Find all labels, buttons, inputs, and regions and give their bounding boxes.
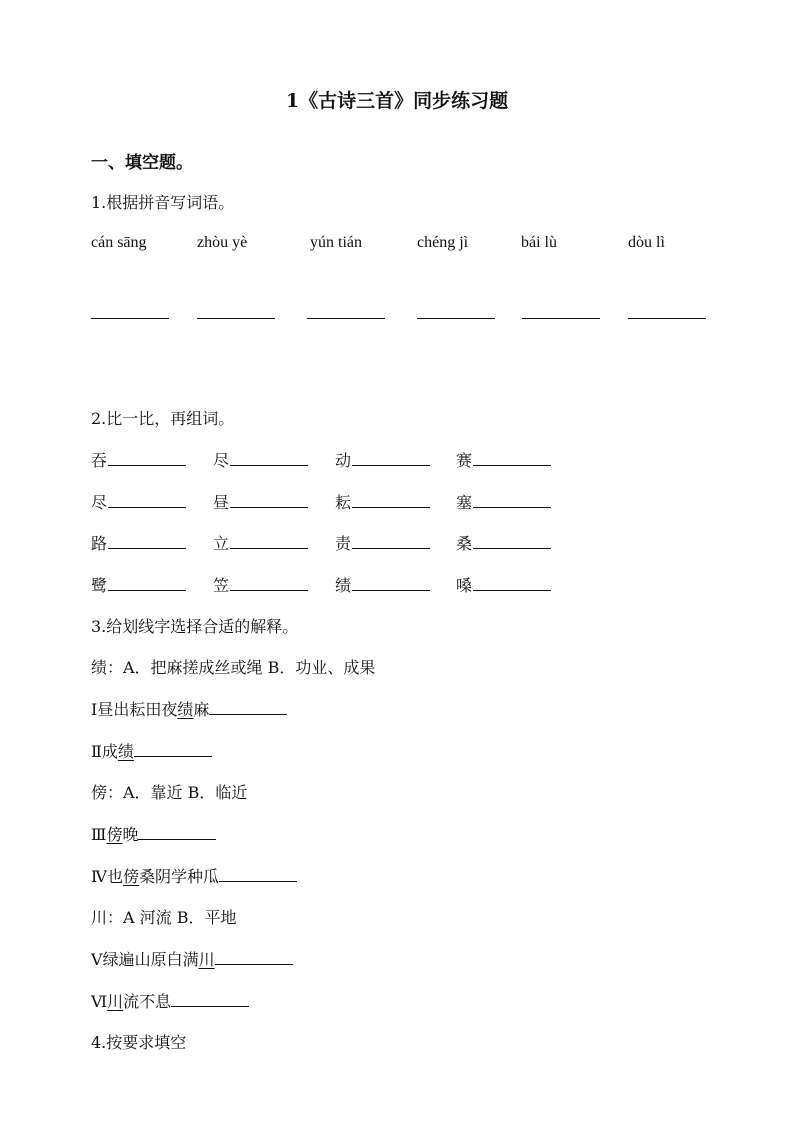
compare-char: 立 <box>213 534 230 553</box>
answer-blank[interactable] <box>138 825 216 840</box>
compare-char-cell <box>213 531 308 554</box>
sub-item-3 <box>91 822 216 845</box>
answer-blank[interactable] <box>473 506 551 508</box>
underlined-char: 川 <box>198 950 215 969</box>
answer-blank[interactable] <box>352 589 430 591</box>
compare-char: 桑 <box>456 534 473 553</box>
compare-char-cell <box>213 448 308 471</box>
answer-blank-4[interactable] <box>417 318 495 319</box>
pinyin-5: bái lù <box>521 234 557 251</box>
item-number: Ⅴ <box>91 950 103 969</box>
compare-char-cell <box>91 490 186 513</box>
definition-ji: 绩：A．把麻搓成丝或绳 B．功业、成果 <box>91 658 376 677</box>
item-text: 流不息 <box>123 992 172 1011</box>
sub-item-2 <box>91 739 212 762</box>
question-3-label: 3.给划线字选择合适的解释。 <box>91 617 299 636</box>
page-title: 1《古诗三首》同步练习题 <box>285 90 509 112</box>
compare-char-cell <box>335 448 430 471</box>
answer-blank[interactable] <box>352 547 430 549</box>
pinyin-6: dòu lì <box>628 234 665 251</box>
question-2-label: 2.比一比，再组词。 <box>91 409 235 428</box>
answer-blank[interactable] <box>134 742 212 757</box>
compare-char: 赛 <box>456 451 473 470</box>
section-heading-fill-blank: 一、填空题。 <box>91 153 193 173</box>
answer-blank[interactable] <box>230 464 308 466</box>
compare-char: 昼 <box>213 493 230 512</box>
compare-char-cell <box>91 573 186 596</box>
compare-char-cell <box>456 448 551 471</box>
answer-blank[interactable] <box>473 547 551 549</box>
item-text: 昼出耘田夜 <box>97 700 178 719</box>
compare-char: 尽 <box>91 493 108 512</box>
compare-char-cell <box>456 490 551 513</box>
compare-char: 鹭 <box>91 576 108 595</box>
compare-char: 责 <box>335 534 352 553</box>
answer-blank[interactable] <box>352 464 430 466</box>
compare-char: 笠 <box>213 576 230 595</box>
compare-char-cell <box>335 531 430 554</box>
item-text: 晚 <box>122 825 139 844</box>
pinyin-3: yún tián <box>310 234 362 251</box>
answer-blank[interactable] <box>108 506 186 508</box>
underlined-char: 傍 <box>123 867 140 886</box>
answer-blank[interactable] <box>215 950 293 965</box>
answer-blank[interactable] <box>209 700 287 715</box>
definition-bang: 傍：A．靠近 B．临近 <box>91 783 248 802</box>
item-text: 麻 <box>193 700 210 719</box>
compare-char-cell <box>91 531 186 554</box>
compare-char: 塞 <box>456 493 473 512</box>
sub-item-6 <box>91 989 249 1012</box>
answer-blank-6[interactable] <box>628 318 706 319</box>
pinyin-1: cán sāng <box>91 234 147 251</box>
underlined-char: 川 <box>107 992 124 1011</box>
answer-blank[interactable] <box>108 464 186 466</box>
compare-char: 耘 <box>335 493 352 512</box>
answer-blank[interactable] <box>473 589 551 591</box>
answer-blank[interactable] <box>230 547 308 549</box>
answer-blank[interactable] <box>171 992 249 1007</box>
compare-char-cell <box>335 573 430 596</box>
underlined-char: 绩 <box>177 700 194 719</box>
answer-blank-1[interactable] <box>91 318 169 319</box>
pinyin-2: zhòu yè <box>197 234 248 251</box>
question-4-label: 4.按要求填空 <box>91 1033 187 1052</box>
compare-char-cell <box>213 490 308 513</box>
item-text: 桑阴学种瓜 <box>139 867 220 886</box>
pinyin-4: chéng jì <box>417 234 469 251</box>
answer-blank[interactable] <box>473 464 551 466</box>
answer-blank[interactable] <box>219 867 297 882</box>
answer-blank[interactable] <box>352 506 430 508</box>
item-number: Ⅲ <box>91 825 107 844</box>
compare-char-cell <box>213 573 308 596</box>
compare-char-cell <box>456 531 551 554</box>
item-number: Ⅳ <box>91 867 107 886</box>
compare-char: 吞 <box>91 451 108 470</box>
compare-char: 路 <box>91 534 108 553</box>
item-text: 也 <box>106 867 123 886</box>
compare-char: 动 <box>335 451 352 470</box>
sub-item-1 <box>91 697 287 720</box>
item-text: 绿遍山原白满 <box>102 950 199 969</box>
answer-blank-2[interactable] <box>197 318 275 319</box>
underlined-char: 傍 <box>106 825 123 844</box>
sub-item-4 <box>91 864 297 887</box>
definition-chuan: 川：A 河流 B．平地 <box>91 908 237 927</box>
compare-char-cell <box>91 448 186 471</box>
answer-blank-3[interactable] <box>307 318 385 319</box>
answer-blank[interactable] <box>230 589 308 591</box>
compare-char: 嗓 <box>456 576 473 595</box>
item-number: Ⅰ <box>91 700 98 719</box>
item-number: Ⅱ <box>91 742 102 761</box>
compare-char: 尽 <box>213 451 230 470</box>
question-1-label: 1.根据拼音写词语。 <box>91 193 235 212</box>
sub-item-5 <box>91 947 293 970</box>
answer-blank[interactable] <box>108 589 186 591</box>
answer-blank[interactable] <box>230 506 308 508</box>
item-number: Ⅵ <box>91 992 108 1011</box>
answer-blank[interactable] <box>108 547 186 549</box>
compare-char-cell <box>456 573 551 596</box>
item-text: 成 <box>101 742 118 761</box>
underlined-char: 绩 <box>117 742 134 761</box>
compare-char-cell <box>335 490 430 513</box>
answer-blank-5[interactable] <box>522 318 600 319</box>
compare-char: 绩 <box>335 576 352 595</box>
